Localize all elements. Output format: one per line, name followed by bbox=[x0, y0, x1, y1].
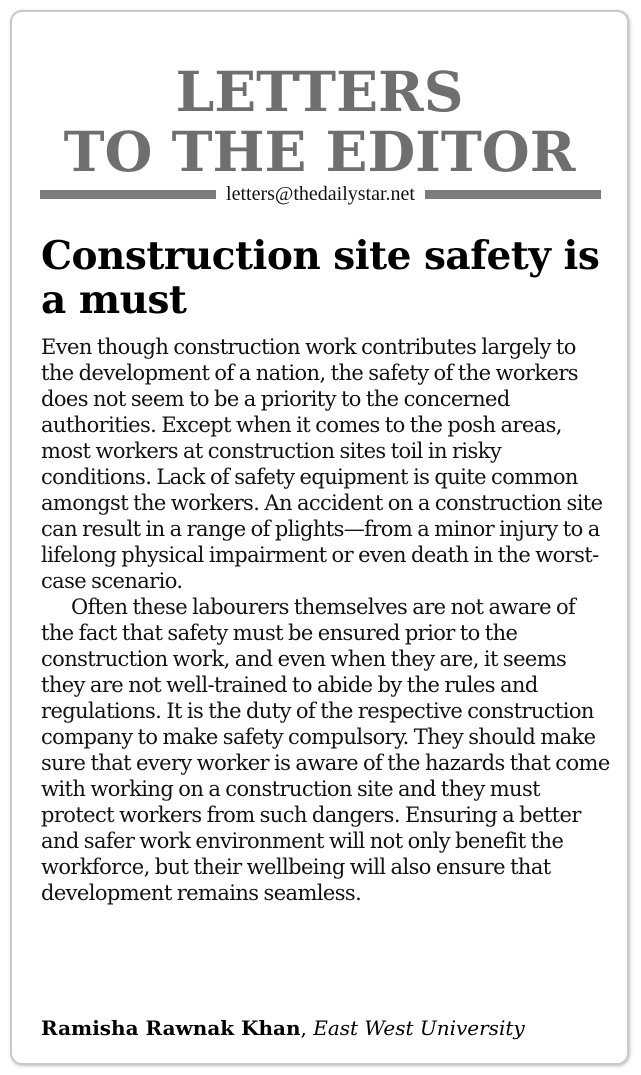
signature-separator: , bbox=[300, 1016, 314, 1040]
letter-headline: Construction site safety is a must bbox=[41, 233, 600, 323]
masthead-line-1: LETTERS bbox=[175, 59, 464, 124]
letter-body bbox=[41, 334, 611, 906]
letter-signature bbox=[41, 1016, 525, 1040]
letter-paragraph-1: Even though construction work contributes largely to the development of a nation, the safety of the workers does not seem to be a priority to the concerned authorities. Except when it comes to the posh areas, most workers at construction sites toil in risky conditions. Lack of safety equipment is quite common amongst the workers. An accident on a construction site can result in a range of plights—from a minor injury to a lifelong physical impairment or even death in the worst-case scenario. bbox=[41, 335, 603, 593]
left-divider-bar bbox=[40, 190, 216, 199]
editor-email: letters@thedailystar.net bbox=[226, 182, 415, 205]
author-affiliation: East West University bbox=[313, 1016, 525, 1040]
section-masthead bbox=[12, 59, 627, 184]
author-name: Ramisha Rawnak Khan bbox=[41, 1016, 301, 1040]
letter-paragraph-2: Often these labourers themselves are not aware of the fact that safety must be ensured prior to the construction work, and even when they are, it seems they are not well-trained to abide by the rules and regulations. It is the duty of the respective construction company to make safety compulsory. They should make sure that every worker is aware of the hazards that come with working on a construction site and they must protect workers from such dangers. Ensuring a better and safer work environment will not only benefit the workforce, but their wellbeing will also ensure that development remains seamless. bbox=[41, 595, 610, 905]
letter-card bbox=[10, 10, 629, 1065]
right-divider-bar bbox=[425, 190, 601, 199]
email-rule-row bbox=[40, 183, 601, 205]
masthead-line-2: TO THE EDITOR bbox=[63, 119, 576, 184]
